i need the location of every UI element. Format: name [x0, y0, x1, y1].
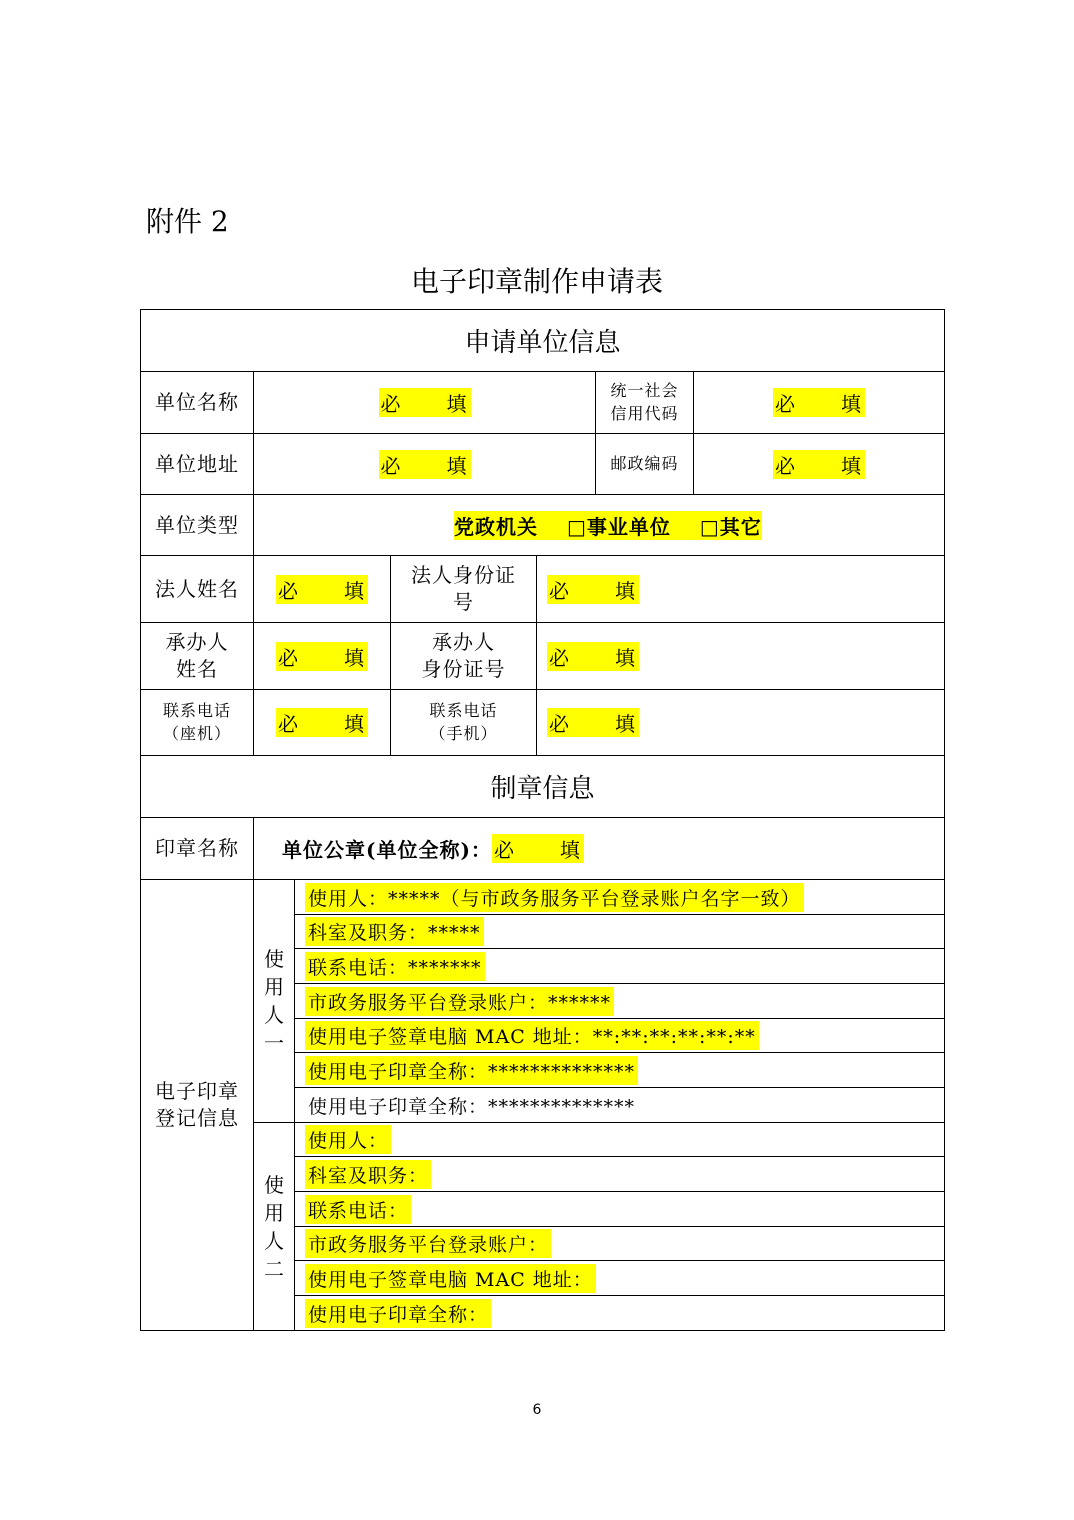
user1-label-text: 使用人一	[264, 947, 284, 1055]
mobile-label	[390, 689, 537, 756]
attachment-label: 附件 2	[146, 205, 229, 238]
mobile-field[interactable]	[536, 689, 945, 756]
postcode-label	[595, 433, 694, 495]
handler-id-label-text: 承办人 身份证号	[421, 630, 506, 681]
user1-account-text: 市政务服务平台登录账户：******	[305, 987, 614, 1016]
unit-name-label-text: 单位名称	[155, 390, 239, 414]
seal-name-label-text: 印章名称	[155, 836, 239, 860]
user2-label-text: 使用人二	[264, 1172, 284, 1281]
user1-name-text: 使用人：*****（与市政务服务平台登录账户名字一致）	[305, 883, 804, 912]
legal-name-label	[140, 555, 254, 623]
user1-phone-text: 联系电话：*******	[305, 952, 485, 981]
unit-name-value: 必 填	[379, 388, 471, 417]
seal-section-heading-text: 制章信息	[490, 774, 595, 804]
handler-id-label	[390, 622, 537, 690]
legal-id-label	[390, 555, 537, 623]
page-number: 6	[532, 1402, 542, 1418]
user2-row[interactable]	[294, 1191, 945, 1227]
seal-section-heading	[140, 755, 945, 818]
registration-label	[140, 879, 254, 1331]
address-label	[140, 433, 254, 495]
user1-row[interactable]	[294, 983, 945, 1019]
seal-name-prefix: 单位公章(单位全称)：	[282, 838, 492, 862]
user2-dept-text: 科室及职务：	[305, 1160, 431, 1189]
user2-name-text: 使用人：	[305, 1125, 391, 1154]
form-title: 电子印章制作申请表	[410, 265, 663, 298]
user2-seal-fullname-text: 使用电子印章全称：	[305, 1299, 491, 1328]
user1-row[interactable]	[294, 879, 945, 915]
user2-label	[253, 1122, 295, 1331]
user1-row[interactable]	[294, 948, 945, 984]
seal-name-label	[140, 817, 254, 880]
handler-id-value: 必 填	[547, 642, 639, 671]
user1-row[interactable]	[294, 1087, 945, 1123]
user2-mac-text: 使用电子签章电脑 MAC 地址：	[305, 1264, 596, 1293]
credit-code-value: 必 填	[773, 388, 865, 417]
unit-type-options[interactable]: 党政机关 □事业单位 □其它	[454, 511, 762, 540]
handler-name-label	[140, 622, 254, 690]
landline-label-text: 联系电话 （座机）	[162, 701, 231, 743]
user1-row[interactable]	[294, 1018, 945, 1053]
mobile-value: 必 填	[547, 708, 639, 737]
user2-row[interactable]	[294, 1226, 945, 1261]
credit-code-label-text: 统一社会 信用代码	[610, 381, 679, 423]
user1-seal-fullname-text: 使用电子印章全称：**************	[305, 1056, 638, 1085]
legal-id-label-text: 法人身份证 号	[411, 563, 516, 614]
unit-type-label	[140, 494, 254, 556]
user2-row[interactable]	[294, 1295, 945, 1331]
user2-phone-text: 联系电话：	[305, 1195, 411, 1224]
address-label-text: 单位地址	[155, 451, 239, 476]
user2-row[interactable]	[294, 1156, 945, 1192]
legal-id-field[interactable]	[536, 555, 945, 623]
address-value: 必 填	[379, 450, 471, 479]
unit-name-field[interactable]	[253, 371, 596, 434]
postcode-value: 必 填	[773, 450, 865, 479]
user1-mac-text: 使用电子签章电脑 MAC 地址：**:**:**:**:**:**	[305, 1021, 759, 1050]
unit-type-field[interactable]	[253, 494, 945, 556]
postcode-field[interactable]	[693, 433, 945, 495]
landline-label	[140, 689, 254, 756]
user1-label	[253, 879, 295, 1123]
handler-id-field[interactable]	[536, 622, 945, 690]
credit-code-label	[595, 371, 694, 434]
applicant-section-heading-text: 申请单位信息	[464, 328, 621, 358]
handler-name-field[interactable]	[253, 622, 391, 690]
unit-name-label	[140, 371, 254, 434]
seal-name-value: 必 填	[492, 834, 584, 863]
seal-name-field[interactable]	[253, 817, 945, 880]
user2-row[interactable]	[294, 1260, 945, 1296]
handler-name-value: 必 填	[276, 642, 368, 671]
applicant-section-heading	[140, 309, 945, 372]
user2-row[interactable]	[294, 1122, 945, 1157]
user1-row[interactable]	[294, 1052, 945, 1088]
postcode-label-text: 邮政编码	[610, 453, 679, 473]
user1-row[interactable]	[294, 914, 945, 949]
registration-label-text: 电子印章 登记信息	[155, 1079, 239, 1130]
landline-value: 必 填	[276, 708, 368, 737]
address-field[interactable]	[253, 433, 596, 495]
legal-id-value: 必 填	[547, 575, 639, 604]
user1-dept-text: 科室及职务：*****	[305, 917, 484, 946]
user2-account-text: 市政务服务平台登录账户：	[305, 1229, 551, 1258]
handler-name-label-text: 承办人 姓名	[165, 630, 229, 681]
credit-code-field[interactable]	[693, 371, 945, 434]
landline-field[interactable]	[253, 689, 391, 756]
user1-seal-fullname-text-2: 使用电子印章全称：**************	[308, 1095, 636, 1118]
legal-name-label-text: 法人姓名	[155, 576, 239, 601]
legal-name-value: 必 填	[276, 575, 368, 604]
unit-type-label-text: 单位类型	[155, 512, 239, 537]
mobile-label-text: 联系电话 （手机）	[429, 701, 498, 743]
legal-name-field[interactable]	[253, 555, 391, 623]
